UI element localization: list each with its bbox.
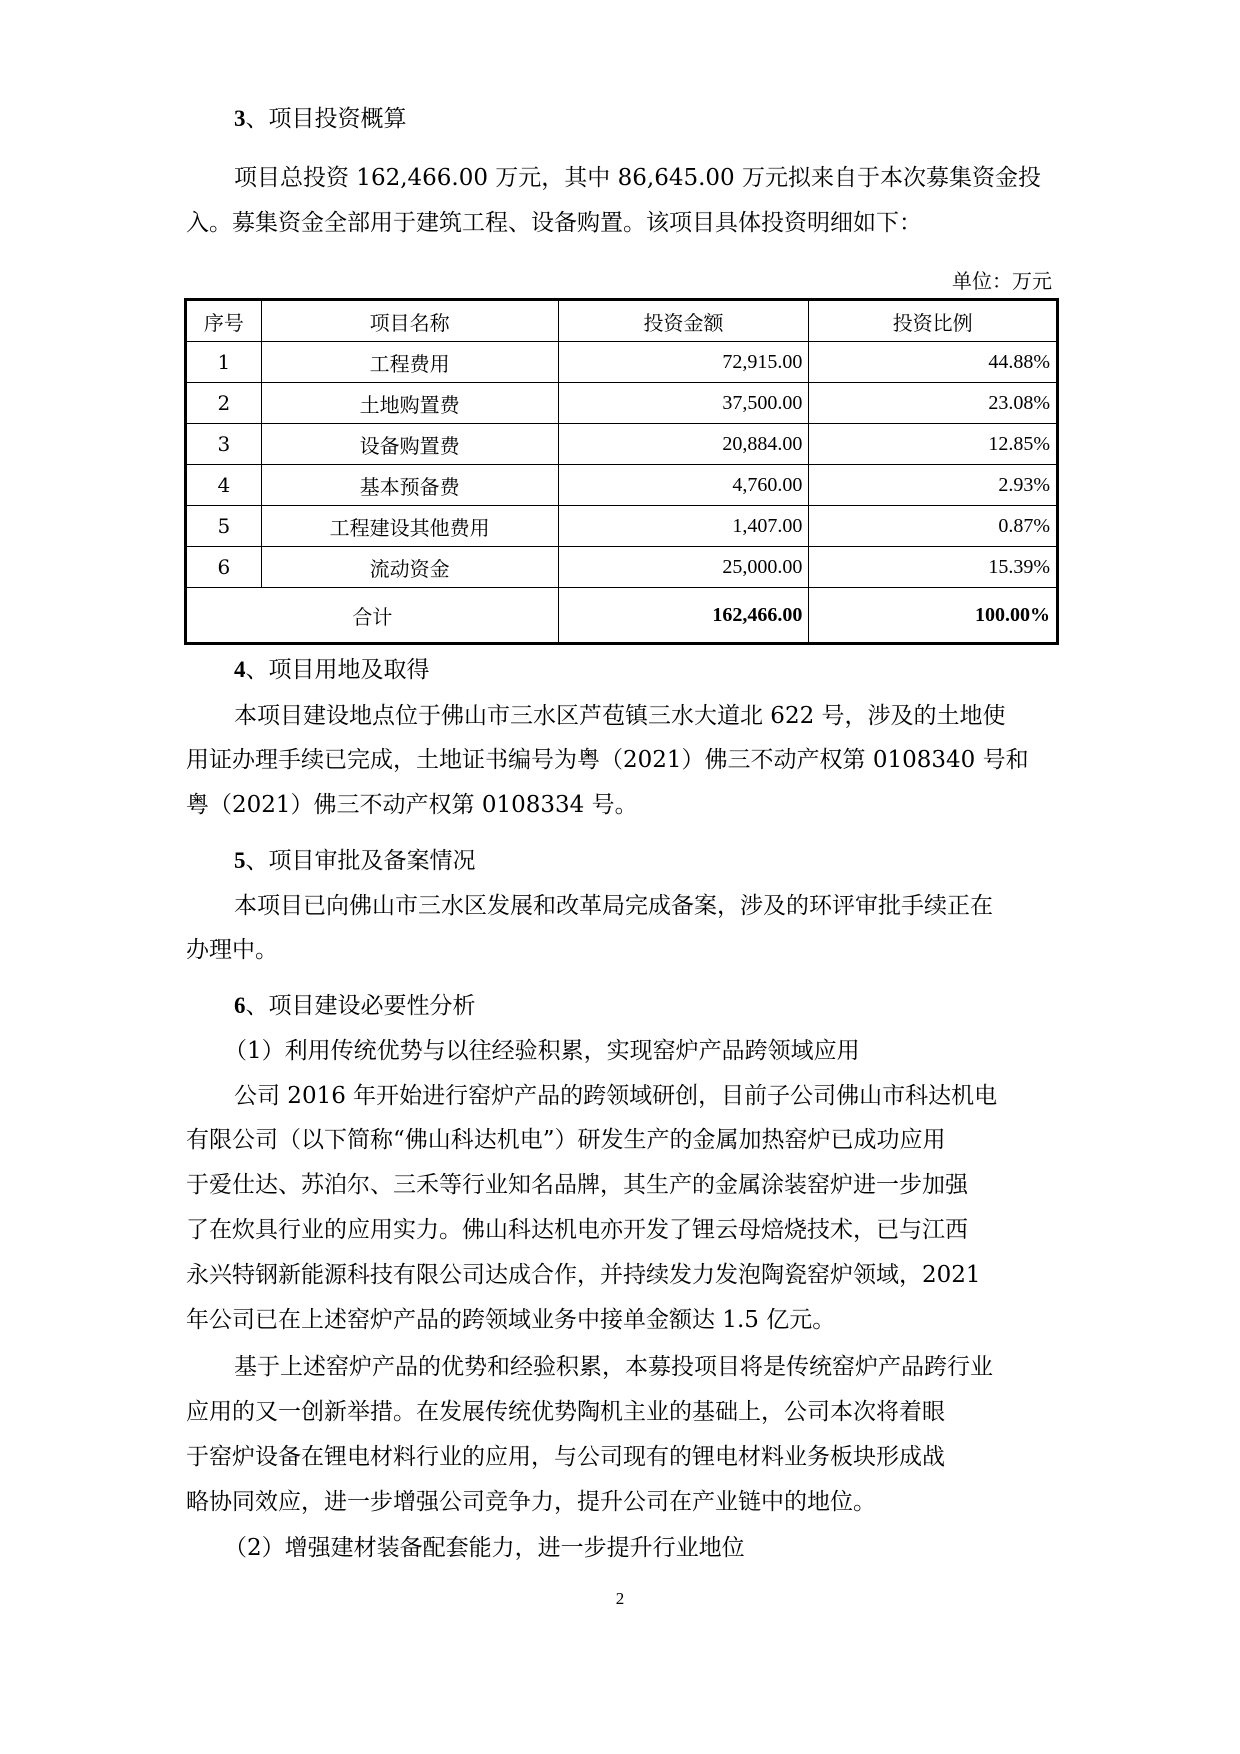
cell-ratio: 2.93% [809, 465, 1058, 506]
table-row [186, 383, 1058, 424]
section-4-heading [234, 655, 430, 685]
section-5-para-line: 办理中。 [186, 937, 278, 963]
cell-ratio: 23.08% [809, 383, 1058, 424]
cell-seq: 5 [186, 506, 262, 547]
header-seq: 序号 [186, 300, 262, 342]
section-3-para-line: 入。募集资金全部用于建筑工程、设备购置。该项目具体投资明细如下： [186, 210, 922, 236]
cell-name: 土地购置费 [261, 383, 558, 424]
table-header-row [186, 300, 1058, 342]
cell-ratio: 12.85% [809, 424, 1058, 465]
cell-name: 工程建设其他费用 [261, 506, 558, 547]
cell-name: 工程费用 [261, 342, 558, 383]
section-4-para-line: 粤（2021）佛三不动产权第 0108334 号。 [186, 792, 638, 818]
table-row [186, 342, 1058, 383]
table-row [186, 506, 1058, 547]
section-5-heading [234, 846, 476, 876]
page-number: 2 [615, 1589, 625, 1608]
section-6-para1-line: 了在炊具行业的应用实力。佛山科达机电亦开发了锂云母焙烧技术，已与江西 [186, 1217, 968, 1243]
section-6-para2-line: 应用的又一创新举措。在发展传统优势陶机主业的基础上，公司本次将着眼 [186, 1399, 945, 1425]
section-6-para1-line: 永兴特钢新能源科技有限公司达成合作，并持续发力发泡陶瓷窑炉领域，2021 [186, 1262, 981, 1288]
section-5-title: 、项目审批及备案情况 [245, 848, 476, 874]
table-row [186, 547, 1058, 588]
cell-amount: 1,407.00 [558, 506, 809, 547]
section-6-subheading-1: （1）利用传统优势与以往经验积累，实现窑炉产品跨领域应用 [224, 1038, 860, 1064]
cell-name: 流动资金 [261, 547, 558, 588]
section-3-title: 、项目投资概算 [245, 106, 407, 132]
cell-ratio: 15.39% [809, 547, 1058, 588]
section-6-para1-line: 于爱仕达、苏泊尔、三禾等行业知名品牌，其生产的金属涂装窑炉进一步加强 [186, 1172, 968, 1198]
total-amount: 162,466.00 [558, 588, 809, 644]
section-6-title: 、项目建设必要性分析 [245, 993, 476, 1019]
section-6-para2-line: 略协同效应，进一步增强公司竞争力，提升公司在产业链中的地位。 [186, 1489, 876, 1515]
table-row [186, 424, 1058, 465]
cell-amount: 20,884.00 [558, 424, 809, 465]
section-6-para2-line: 于窑炉设备在锂电材料行业的应用，与公司现有的锂电材料业务板块形成战 [186, 1444, 945, 1470]
section-6-para1-line: 年公司已在上述窑炉产品的跨领域业务中接单金额达 1.5 亿元。 [186, 1307, 836, 1333]
total-label: 合计 [186, 588, 559, 644]
table-unit-label: 单位：万元 [952, 269, 1052, 293]
cell-seq: 1 [186, 342, 262, 383]
section-6-number: 6 [234, 993, 246, 1018]
cell-amount: 72,915.00 [558, 342, 809, 383]
table-total-row [186, 588, 1058, 644]
section-3-para-line: 项目总投资 162,466.00 万元，其中 86,645.00 万元拟来自于本次募集资金投 [234, 165, 1041, 191]
cell-ratio: 44.88% [809, 342, 1058, 383]
header-amount: 投资金额 [558, 300, 809, 342]
section-3-number: 3 [234, 106, 246, 131]
cell-amount: 25,000.00 [558, 547, 809, 588]
section-4-para-line: 用证办理手续已完成，土地证书编号为粤（2021）佛三不动产权第 0108340 号和 [186, 747, 1029, 773]
cell-amount: 37,500.00 [558, 383, 809, 424]
cell-name: 基本预备费 [261, 465, 558, 506]
investment-table [184, 298, 1059, 645]
section-5-para-line: 本项目已向佛山市三水区发展和改革局完成备案，涉及的环评审批手续正在 [234, 893, 993, 919]
header-name: 项目名称 [261, 300, 558, 342]
section-6-para1-line: 有限公司（以下简称“佛山科达机电”）研发生产的金属加热窑炉已成功应用 [186, 1127, 946, 1153]
cell-seq: 4 [186, 465, 262, 506]
cell-name: 设备购置费 [261, 424, 558, 465]
section-4-number: 4 [234, 657, 246, 682]
section-6-heading [234, 991, 476, 1021]
cell-amount: 4,760.00 [558, 465, 809, 506]
header-ratio: 投资比例 [809, 300, 1058, 342]
section-6-para1-line: 公司 2016 年开始进行窑炉产品的跨领域研创，目前子公司佛山市科达机电 [234, 1083, 998, 1109]
section-4-para-line: 本项目建设地点位于佛山市三水区芦苞镇三水大道北 622 号，涉及的土地使 [234, 703, 1006, 729]
cell-seq: 3 [186, 424, 262, 465]
cell-seq: 2 [186, 383, 262, 424]
cell-seq: 6 [186, 547, 262, 588]
section-6-subheading-2: （2）增强建材装备配套能力，进一步提升行业地位 [224, 1535, 745, 1561]
section-4-title: 、项目用地及取得 [245, 657, 430, 683]
table-row [186, 465, 1058, 506]
section-6-para2-line: 基于上述窑炉产品的优势和经验积累，本募投项目将是传统窑炉产品跨行业 [234, 1354, 993, 1380]
cell-ratio: 0.87% [809, 506, 1058, 547]
section-3-heading [234, 104, 407, 134]
section-5-number: 5 [234, 848, 246, 873]
total-ratio: 100.00% [809, 588, 1058, 644]
